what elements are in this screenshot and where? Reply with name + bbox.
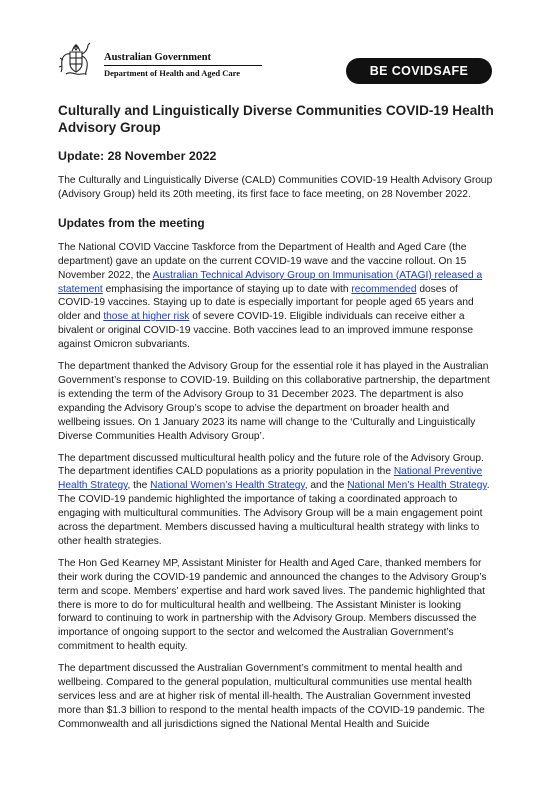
document-body: [58, 102, 494, 732]
recommended-link[interactable]: recommended: [351, 283, 417, 295]
intro-paragraph: The Culturally and Linguistically Diverse (CALD) Communities COVID-19 Health Advisory Group (Advisory Group) held its 20th meeting, its first face to face meeting, on 28 November 2022.: [58, 175, 493, 200]
wordmark-divider: [104, 65, 262, 66]
atagi-statement-link[interactable]: Australian Technical Advisory Group on Immunisation (ATAGI) released a statement: [58, 269, 483, 295]
page-title: Culturally and Linguistically Diverse Communities COVID-19 Health Advisory Group: [58, 103, 494, 135]
government-wordmark: [104, 51, 262, 79]
paragraph-assistant-minister: The Hon Ged Kearney MP, Assistant Minister for Health and Aged Care, thanked members for their work during the COVID-19 pandemic and announced the changes to the Advisory Group’s term and scope. Members’ expertise and hard work saved lives. The pandemic highlighted that there is more to do for multicultural health and wellbeing. The Assistant Minister is looking forward to continuing to work in partnership with the Advisory Group. Members discussed the importance of ongoing support to the sector and welcomed the Australian Government’s commitment to health equity.: [58, 557, 487, 653]
department-name: Department of Health and Aged Care: [104, 68, 241, 78]
page-header: [56, 38, 492, 86]
paragraph-text: The National COVID Vaccine Taskforce from the Department of Health and Aged Care (the department) gave an update on the current COVID-19 wave and the vaccine rollout. On 15 November 2022, the: [58, 241, 467, 281]
preventive-health-strategy-link[interactable]: National Preventive Health Strategy: [58, 466, 483, 492]
paragraph-text: . The COVID-19 pandemic highlighted the importance of taking a coordinated approach to engaging with multicultural communities. The Advisory Group will be a main engagement point across the department. Members discussed having a multicultural health strategy with links to other health strategies.: [58, 480, 490, 547]
paragraph-text: , the: [127, 480, 151, 492]
gov-name: Australian Government: [104, 52, 212, 63]
mens-health-strategy-link[interactable]: National Men’s Health Strategy: [347, 480, 487, 492]
be-covidsafe-badge: BE COVIDSAFE: [346, 58, 492, 84]
paragraph-text: doses of COVID-19 vaccines. Staying up to date is especially important for people aged 65 years and older and: [58, 283, 474, 323]
paragraph-text: The department discussed multicultural health policy and the future role of the Advisory Group. The department identifies CALD populations as a priority population in the: [58, 452, 484, 478]
higher-risk-link[interactable]: those at higher risk: [103, 311, 190, 323]
update-date: Update: 28 November 2022: [58, 149, 217, 163]
paragraph-text: , and the: [304, 480, 348, 492]
coat-of-arms-icon: [56, 40, 96, 80]
paragraph-mental-health: The department discussed the Australian Government’s commitment to mental health and wellbeing. Compared to the general population, multicultural communities use mental health services less and are at higher risk of mental ill-health. The Australian Government invested more than $1.3 billion to respond to the mental health impacts of the COVID-19 pandemic. The Commonwealth and all jurisdictions signed the National Mental Health and Suicide: [58, 663, 485, 730]
section-heading: Updates from the meeting: [58, 215, 205, 230]
paragraph-multicultural-policy: [58, 452, 494, 549]
paragraph-text: emphasising the importance of staying up to date with: [102, 283, 352, 295]
womens-health-strategy-link[interactable]: National Women’s Health Strategy: [150, 480, 305, 492]
paragraph-vaccine-update: [58, 241, 494, 352]
paragraph-text: of severe COVID-19. Eligible individuals can receive either a bivalent or original COVID-19 vaccine. Both vaccines lead to an improved immune response against Omicron subvariants.: [58, 311, 474, 351]
paragraph-advisory-term: The department thanked the Advisory Group for the essential role it has played in the Australian Government’s response to COVID-19. Building on this collaborative partnership, the department is extending the term of the Advisory Group to 31 December 2023. The department is also expanding the Advisory Group’s scope to advise the department on broader health and wellbeing issues. On 1 January 2023 its name will change to the ‘Culturally and Linguistically Diverse Communities Health Advisory Group’.: [58, 361, 490, 442]
